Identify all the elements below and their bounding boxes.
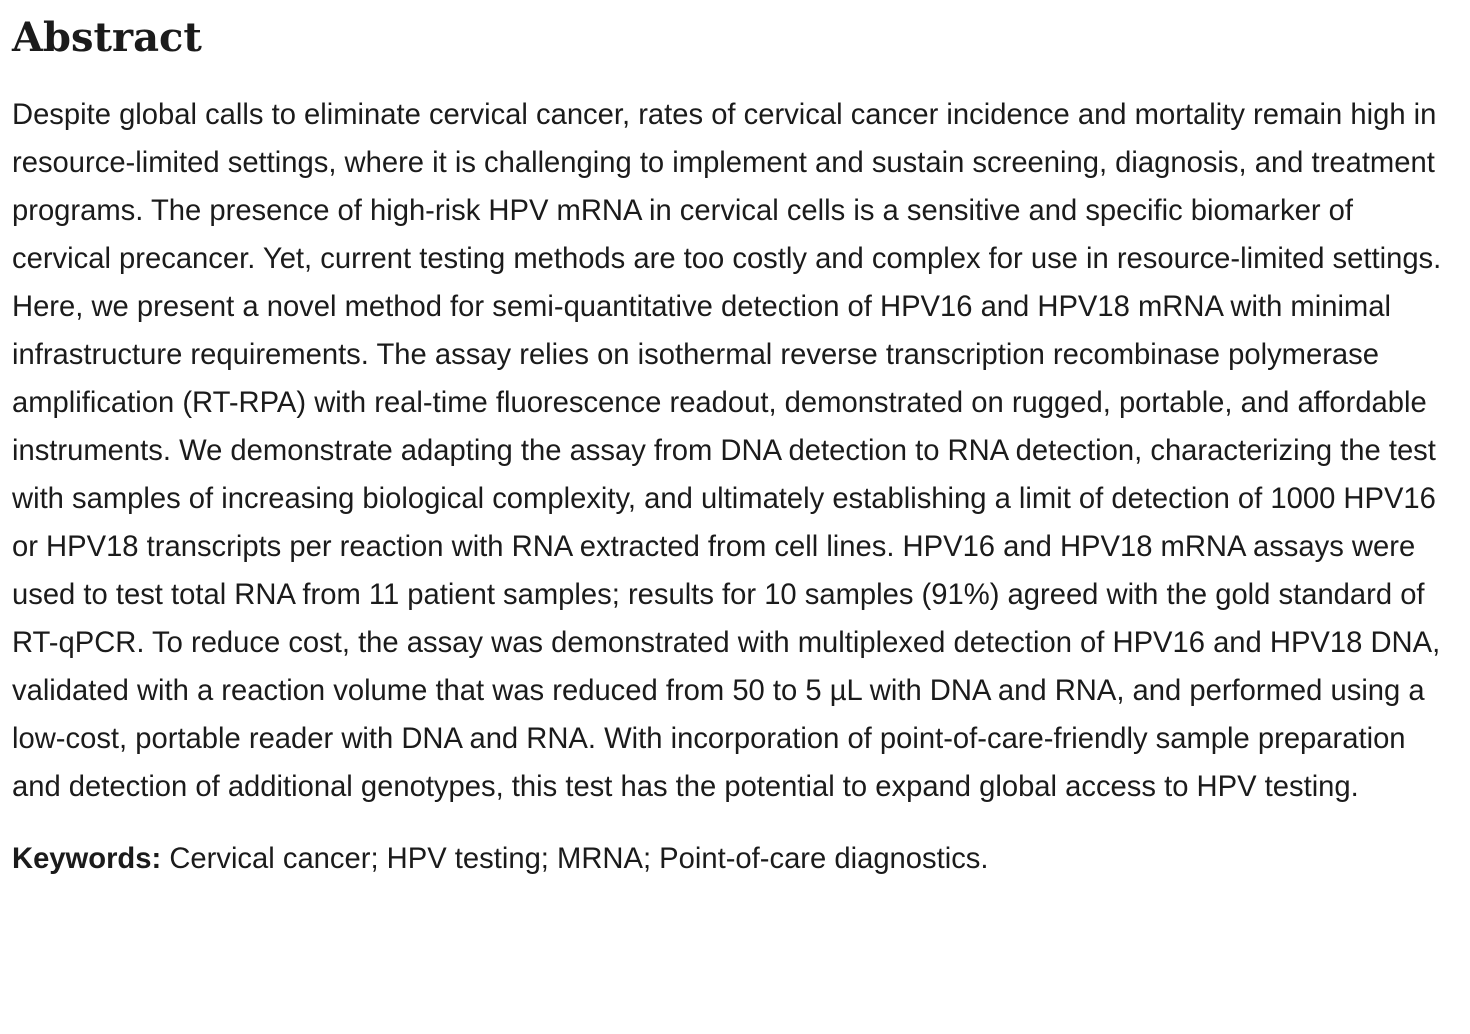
abstract-section <box>12 0 1458 883</box>
abstract-body: Despite global calls to eliminate cervical cancer, rates of cervical cancer incidence and mortality remain high in resource-limited settings, where it is challenging to implement and sustain screening, diagnosis, and treatment programs. The presence of high-risk HPV mRNA in cervical cells is a sensitive and specific biomarker of cervical precancer. Yet, current testing methods are too costly and complex for use in resource-limited settings. Here, we present a novel method for semi-quantitative detection of HPV16 and HPV18 mRNA with minimal infrastructure requirements. The assay relies on isothermal reverse transcription recombinase polymerase amplification (RT-RPA) with real-time fluorescence readout, demonstrated on rugged, portable, and affordable instruments. We demonstrate adapting the assay from DNA detection to RNA detection, characterizing the test with samples of increasing biological complexity, and ultimately establishing a limit of detection of 1000 HPV16 or HPV18 transcripts per reaction with RNA extracted from cell lines. HPV16 and HPV18 mRNA assays were used to test total RNA from 11 patient samples; results for 10 samples (91%) agreed with the gold standard of RT-qPCR. To reduce cost, the assay was demonstrated with multiplexed detection of HPV16 and HPV18 DNA, validated with a reaction volume that was reduced from 50 to 5 µL with DNA and RNA, and performed using a low-cost, portable reader with DNA and RNA. With incorporation of point-of-care-friendly sample preparation and detection of additional genotypes, this test has the potential to expand global access to HPV testing. <box>12 99 1442 803</box>
keywords-line <box>12 835 1458 883</box>
keywords-value: Cervical cancer; HPV testing; MRNA; Point-of-care diagnostics. <box>169 843 989 875</box>
keywords-label: Keywords: <box>12 843 162 875</box>
abstract-heading: Abstract <box>12 14 202 61</box>
